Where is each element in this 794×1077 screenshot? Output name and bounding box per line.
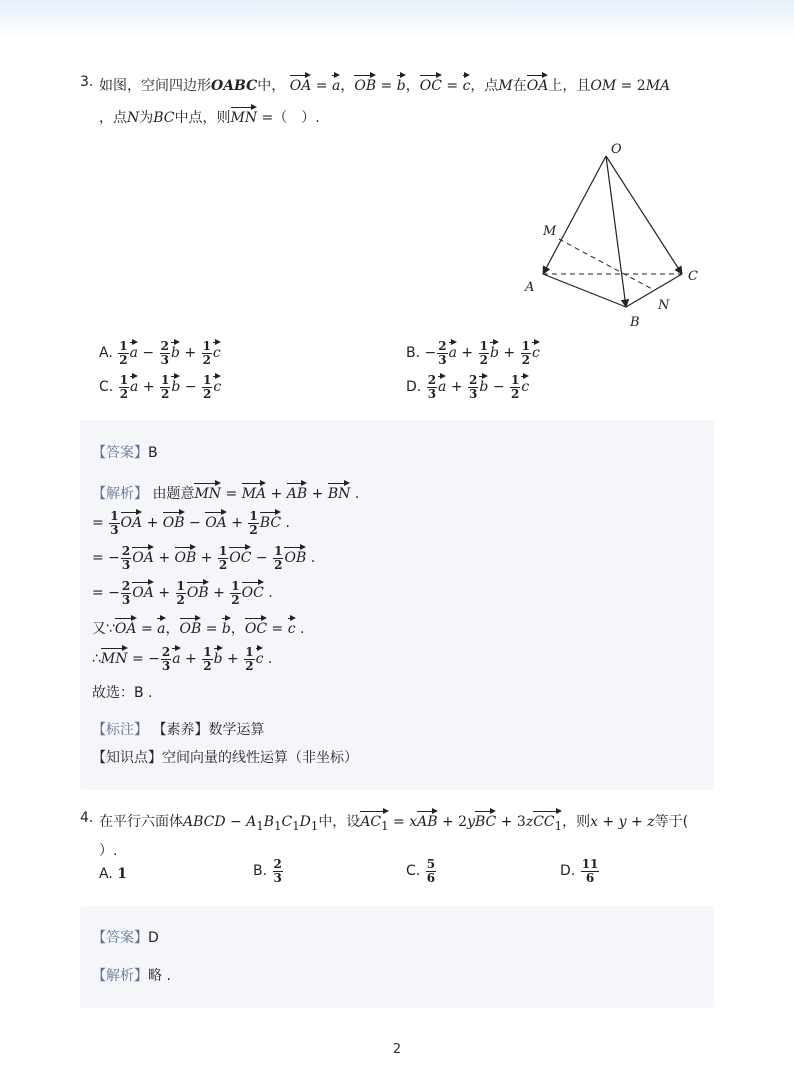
q3-note-line xyxy=(92,719,264,739)
label-n: N xyxy=(658,298,670,313)
q4-answer-panel xyxy=(80,906,714,1008)
fraction-numerator: 11 xyxy=(581,857,599,871)
analysis-text: 略 . xyxy=(148,968,171,984)
answer-value: B xyxy=(148,445,158,461)
edge-ob xyxy=(606,156,626,307)
option-value: 1 xyxy=(117,866,127,882)
q4-answer-line xyxy=(92,927,159,947)
option-letter: C. xyxy=(406,863,421,880)
page-header-band xyxy=(0,0,794,40)
option-letter: B. xyxy=(406,345,421,362)
q4-analysis-line xyxy=(92,965,171,985)
q3-stem-text: 如图，空间四边形 xyxy=(99,78,211,94)
analysis-intro: 由题意 xyxy=(152,486,195,502)
edge-oa xyxy=(543,156,606,274)
q3-answer-line xyxy=(92,442,158,462)
label-c: C xyxy=(688,269,698,284)
answer-value: D xyxy=(148,930,159,946)
label-b: B xyxy=(630,315,640,330)
page-number: 2 xyxy=(392,1042,402,1057)
q4-stem-c: ，则 xyxy=(562,814,591,830)
q4-stem-b: 中，设 xyxy=(318,814,361,830)
option-letter: A. xyxy=(99,345,113,362)
question-3-stem-line2: ，点N为BC中点，则MN =（ ）. xyxy=(99,106,320,127)
q4-option-a[interactable] xyxy=(99,866,127,882)
label-o: O xyxy=(611,142,622,157)
q3-knowledge-point: 【知识点】空间向量的线性运算（非坐标） xyxy=(92,750,358,766)
fraction-denominator: 6 xyxy=(585,870,595,885)
fraction-denominator: 6 xyxy=(426,870,436,885)
option-letter: B. xyxy=(253,863,268,880)
question-3-stem-line1: 如图，空间四边形OABC中， OA = a，OB = b，OC = c，点M在OA上，且OM = 2MA xyxy=(99,74,670,95)
question-4-stem-line2: ）. xyxy=(99,843,118,859)
question-3-number: 3. xyxy=(80,74,94,90)
q3-analysis-line1: 【解析】 由题意MN = MA + AB + BN . xyxy=(92,482,359,503)
tetrahedron-figure xyxy=(520,138,710,333)
q3-option-c[interactable]: C. $\frac{1}{2}$ a + $\frac{1}{2}$ b − $\frac{1}{2}$ c xyxy=(99,373,222,401)
q3-analysis-line5: 又∵OA = a，OB = b，OC = c . xyxy=(92,617,304,638)
q3-analysis-conclusion: 故选：B . xyxy=(92,685,153,701)
q4-option-d[interactable] xyxy=(560,858,600,884)
edge-ab xyxy=(543,274,626,307)
analysis-tag: 【解析】 xyxy=(92,968,148,984)
q3-analysis-line6: ∴MN = − $\frac{2}{3}$ a + $\frac{1}{2}$ b + $\frac{1}{2}$ c . xyxy=(92,645,273,673)
option-letter: D. xyxy=(406,379,422,396)
note-tag: 【标注】 xyxy=(92,722,148,738)
fraction-numerator: 2 xyxy=(273,857,282,871)
note-text: 【素养】数学运算 xyxy=(152,722,265,738)
q3-option-a[interactable]: A. $\frac{1}{2}$ a − $\frac{2}{3}$ b + $\frac{1}{2}$ c xyxy=(99,339,221,367)
q3-stem-mid: 中， xyxy=(257,78,286,94)
segment-mn-dashed xyxy=(559,239,654,290)
q3-analysis-line4: = − $\frac{2}{3}$ OA + $\frac{1}{2}$ OB + $\frac{1}{2}$ OC . xyxy=(92,579,273,607)
label-a: A xyxy=(525,280,535,295)
q3-analysis-line3: = − $\frac{2}{3}$ OA + OB + $\frac{1}{2}$ OC − $\frac{1}{2}$ OB . xyxy=(92,544,316,572)
q3-quad-name: OABC xyxy=(211,78,258,94)
q4-stem-d: 等于( xyxy=(654,814,689,830)
option-letter: C. xyxy=(99,379,114,396)
label-m: M xyxy=(543,224,557,239)
option-letter: D. xyxy=(560,863,576,880)
answer-tag: 【答案】 xyxy=(92,445,148,461)
answer-tag: 【答案】 xyxy=(92,930,148,946)
analysis-tag: 【解析】 xyxy=(92,486,148,502)
question-4-number: 4. xyxy=(80,810,94,826)
fraction-denominator: 3 xyxy=(273,870,282,885)
q4-option-b[interactable] xyxy=(253,858,284,884)
q3-analysis-line2: = $\frac{1}{3}$ OA + OB − OA + $\frac{1}{2}$ BC . xyxy=(92,509,290,537)
option-letter: A. xyxy=(99,866,113,882)
fraction-numerator: 5 xyxy=(426,857,436,871)
q3-option-b[interactable]: B. − $\frac{2}{3}$ a + $\frac{1}{2}$ b + $\frac{1}{2}$ c xyxy=(406,339,540,367)
edge-oc xyxy=(606,156,682,274)
q3-option-d[interactable]: D. $\frac{2}{3}$ a + $\frac{2}{3}$ b − $\frac{1}{2}$ c xyxy=(406,373,530,401)
question-4-stem-line1: 在平行六面体ABCD − $A_1B_1C_1D_1$中，设$AC_1$ = xAB + 2yBC + 3zCC$_1$，则x + y + z等于( xyxy=(99,810,688,833)
q4-stem-a: 在平行六面体 xyxy=(99,814,183,830)
q4-option-c[interactable] xyxy=(406,858,437,884)
